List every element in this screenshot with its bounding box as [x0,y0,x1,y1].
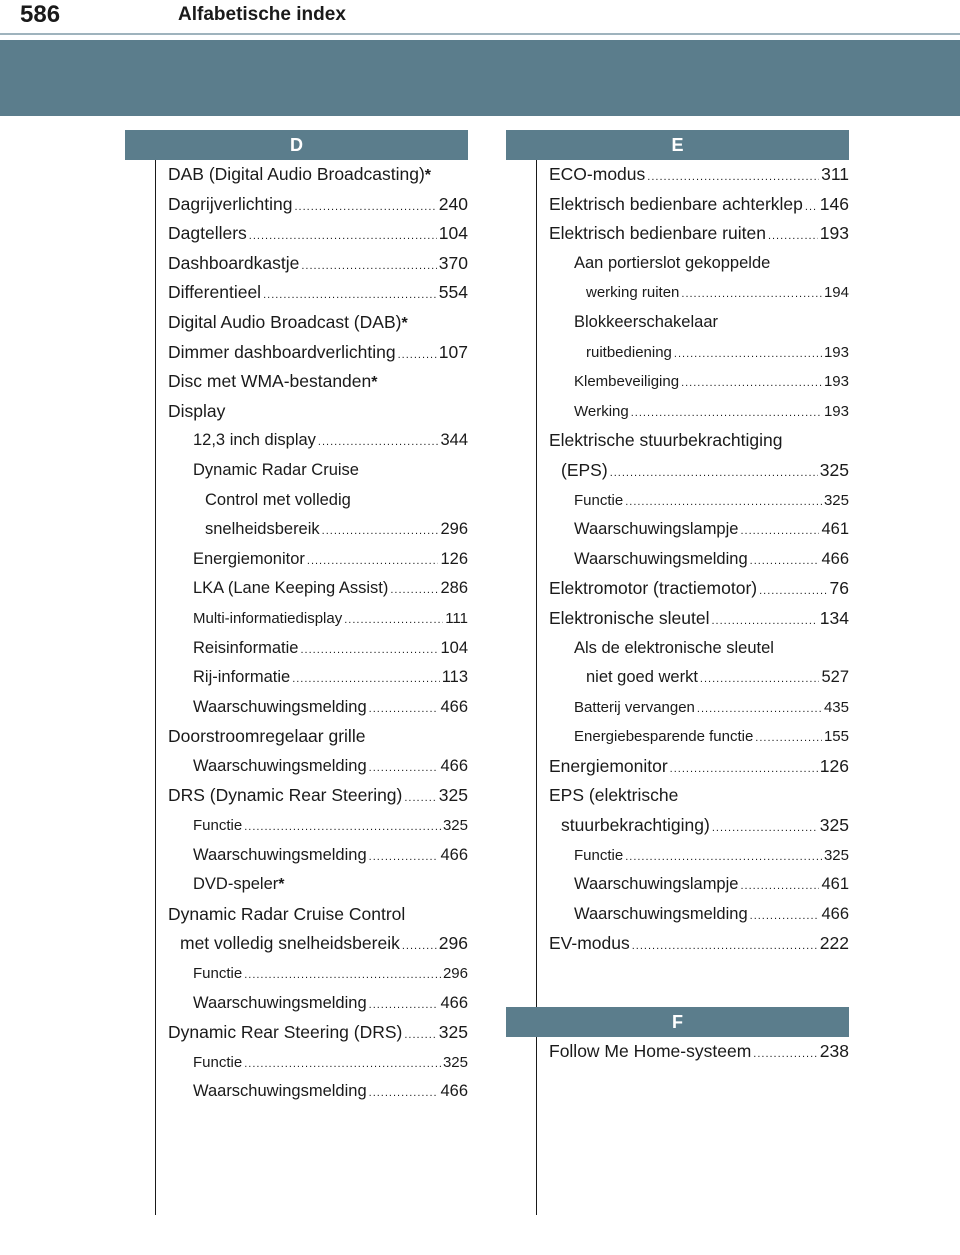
entry-term: Doorstroomregelaar grille [168,726,366,747]
entry-term: Dagrijverlichting [168,193,293,214]
dot-leader [755,724,822,754]
page-header [0,0,960,33]
dot-leader [681,369,822,399]
index-entry [549,781,849,811]
index-subentry [549,811,849,841]
dot-leader [740,517,819,547]
index-entry [168,722,468,752]
asterisk-note-icon: * [424,167,432,184]
entry-page-link[interactable]: 466 [821,904,849,923]
dot-leader [647,163,819,193]
entries-d [125,160,468,1107]
index-subentry [549,486,849,516]
dot-leader [610,459,818,489]
dot-leader [292,665,440,695]
dot-leader [369,991,439,1021]
index-subentry [168,545,468,575]
entry-page-link[interactable]: 146 [819,193,849,214]
index-subentry [168,663,468,693]
index-subentry [549,338,849,368]
index-entry [549,929,849,959]
entry-term: Elektrisch bedienbare ruiten [549,223,766,244]
entry-term: snelheidsbereik [205,520,320,539]
index-subentry [549,900,849,930]
entry-page-link[interactable]: 325 [819,459,849,480]
page-title: Alfabetische index [178,4,346,25]
dot-leader [344,606,443,636]
index-subentry [168,634,468,664]
entry-term: ECO-modus [549,164,646,184]
index-entry [168,367,468,397]
index-subentry [168,811,468,841]
index-subentry [168,574,468,604]
dot-leader [301,252,436,282]
entries-e [506,160,849,959]
index-entry [168,397,468,427]
entry-term: Display [168,400,226,421]
index-subentry [168,989,468,1019]
index-subentry [168,604,468,634]
entry-page-link[interactable]: 286 [440,579,468,598]
index-subentry [168,426,468,456]
index-entry [549,574,849,604]
index-subentry [549,278,849,308]
entry-page-link[interactable]: 104 [440,638,468,657]
entry-term: Dimmer dashboardverlichting [168,341,396,362]
dot-leader [244,1050,441,1080]
index-subentry [549,693,849,723]
entry-term: DRS (Dynamic Rear Steering) [168,785,403,806]
entry-page-link[interactable]: 155 [823,728,849,746]
entry-term: Elektrisch bedienbare achterklep [549,193,803,214]
entry-term: Dynamic Radar Cruise Control [168,903,406,924]
entry-term: met volledig snelheidsbereik [180,933,400,954]
index-entry [168,278,468,308]
index-entry [168,1018,468,1048]
entry-page-link[interactable]: 461 [821,520,849,539]
entry-page-link[interactable]: 193 [823,343,849,361]
index-column-d [125,130,468,1107]
entry-page-link[interactable]: 222 [819,933,849,954]
entry-page-link[interactable]: 193 [823,373,849,391]
page-number: 586 [20,1,61,28]
dot-leader [674,340,822,370]
entry-page-link[interactable]: 104 [438,223,468,244]
entry-page-link[interactable]: 466 [821,549,849,568]
dot-leader [369,843,439,873]
section-letter-f: F [506,1007,849,1037]
index-subentry [168,515,468,545]
asterisk-note-icon: * [401,314,408,332]
index-subentry [168,486,468,516]
index-subentry [549,870,849,900]
header-band [0,40,960,116]
entry-page-link[interactable]: 370 [438,252,468,273]
dot-leader [402,932,437,962]
entry-term: Dynamic Radar Cruise [193,460,359,479]
dot-leader [369,1079,439,1109]
index-subentry [168,870,468,900]
entry-page-link[interactable]: 296 [442,965,468,983]
index-entry [168,190,468,220]
entry-term: Waarschuwingslampje [574,520,739,539]
entry-term: Waarschuwingsmelding [193,845,367,864]
dot-leader [398,341,437,371]
dot-leader [632,932,818,962]
entry-page-link[interactable]: 238 [819,1041,849,1062]
index-subentry [549,515,849,545]
dot-leader [625,488,822,518]
entry-term: Elektronische sleutel [549,607,710,628]
index-entry [168,338,468,368]
entry-page-link[interactable]: 325 [442,817,468,835]
entry-term: Waarschuwingsmelding [193,1082,367,1101]
entry-page-link[interactable]: 134 [819,607,849,628]
index-subentry [549,367,849,397]
entry-term: EPS (elektrische [549,785,679,806]
section-gap [506,959,849,1007]
entry-page-link[interactable]: 435 [823,698,849,716]
index-subentry [549,634,849,664]
entry-page-link[interactable]: 194 [823,284,849,302]
dot-leader [681,280,822,310]
index-entry [168,249,468,279]
entry-term: Digital Audio Broadcast (DAB) [168,311,402,332]
entry-page-link[interactable]: 554 [438,282,468,303]
entry-page-link[interactable]: 107 [438,341,468,362]
entry-page-link[interactable]: 461 [821,875,849,894]
entry-page-link[interactable]: 126 [819,755,849,776]
index-subentry [168,752,468,782]
index-entry [549,604,849,634]
entry-term: Dynamic Rear Steering (DRS) [168,1022,403,1043]
dot-leader [390,576,438,606]
dot-leader [670,755,818,785]
entry-term: Functie [193,1053,243,1071]
header-divider [0,33,960,35]
entry-page-link[interactable]: 311 [821,164,849,184]
entry-page-link[interactable]: 527 [821,668,849,687]
entry-page-link[interactable]: 111 [445,609,468,627]
entry-page-link[interactable]: 113 [441,668,468,687]
entry-term: Waarschuwingslampje [574,875,739,894]
index-subentry [549,722,849,752]
entry-term: (EPS) [561,459,608,480]
entry-term: Als de elektronische sleutel [574,638,774,657]
dot-leader [307,547,439,577]
entry-term: DVD-speler [193,875,279,894]
entry-page-link[interactable]: 466 [440,993,468,1012]
entry-term: stuurbekrachtiging) [561,815,710,836]
entry-page-link[interactable]: 193 [823,402,849,420]
entry-term: Control met volledig [205,490,351,509]
index-entry [549,1037,849,1067]
dot-leader [300,636,438,666]
dot-leader [753,1040,818,1070]
index-entry [168,219,468,249]
entry-term: Batterij vervangen [574,698,695,716]
entry-page-link[interactable]: 466 [440,697,468,716]
entry-page-link[interactable]: 344 [440,431,468,450]
index-subentry [549,545,849,575]
index-subentry [549,249,849,279]
asterisk-note-icon: * [278,876,285,894]
index-subentry [168,1048,468,1078]
entry-term: Functie [193,817,243,835]
entry-page-link[interactable]: 466 [440,756,468,775]
index-entry [549,190,849,220]
dot-leader [700,665,820,695]
index-entry [168,308,468,338]
index-subentry [168,693,468,723]
entry-term: Energiemonitor [193,549,305,568]
dot-leader [249,222,437,252]
entry-term: Waarschuwingsmelding [574,549,748,568]
entry-term: DAB (Digital Audio Broadcasting) [168,164,425,184]
entry-term: Differentieel [168,282,262,303]
index-entry [168,160,468,190]
index-entry [549,219,849,249]
entry-term: Werking [574,402,629,420]
entry-page-link[interactable]: 466 [440,845,468,864]
asterisk-note-icon: * [371,374,378,392]
entry-term: Blokkeerschakelaar [574,312,718,331]
entries-f [506,1037,849,1067]
entry-page-link[interactable]: 325 [819,815,849,836]
entry-page-link[interactable]: 126 [440,549,468,568]
dot-leader [750,902,820,932]
entry-term: Functie [574,491,624,509]
dot-leader [805,193,818,223]
entry-page-link[interactable]: 325 [442,1053,468,1071]
dot-leader [712,607,818,637]
index-subentry [549,397,849,427]
dot-leader [712,814,818,844]
dot-leader [625,843,822,873]
entry-page-link[interactable]: 325 [823,846,849,864]
index-subentry [168,929,468,959]
index-entry [549,752,849,782]
entry-page-link[interactable]: 325 [438,1022,468,1043]
entry-term: Functie [193,965,243,983]
entry-term: Klembeveiliging [574,373,680,391]
entry-term: Disc met WMA-bestanden [168,371,372,392]
index-subentry [549,841,849,871]
dot-leader [369,754,439,784]
entry-page-link[interactable]: 240 [438,193,468,214]
entry-term: Aan portierslot gekoppelde [574,253,771,272]
index-column-e-f [506,130,849,1067]
entry-page-link[interactable]: 325 [438,785,468,806]
entry-term: Waarschuwingsmelding [193,756,367,775]
dot-leader [369,695,439,725]
dot-leader [404,1021,436,1051]
dot-leader [318,428,439,458]
entry-term: Rij-informatie [193,668,291,687]
entry-term: Waarschuwingsmelding [193,697,367,716]
dot-leader [631,399,822,429]
entry-term: Functie [574,846,624,864]
entry-page-link[interactable]: 296 [440,520,468,539]
section-letter-d: D [125,130,468,160]
entry-term: niet goed werkt [586,668,698,687]
index-subentry [549,663,849,693]
dot-leader [740,872,819,902]
dot-leader [750,547,820,577]
entry-term: Energiebesparende functie [574,728,754,746]
entry-page-link[interactable]: 193 [819,223,849,244]
index-subentry [168,1077,468,1107]
entry-page-link[interactable]: 325 [823,491,849,509]
index-subentry [549,456,849,486]
entry-term: Multi-informatiedisplay [193,609,343,627]
index-entry [549,426,849,456]
entry-term: Dagtellers [168,223,247,244]
entry-term: 12,3 inch display [193,431,316,450]
dot-leader [295,193,437,223]
entry-term: Waarschuwingsmelding [193,993,367,1012]
dot-leader [404,784,436,814]
entry-term: Reisinformatie [193,638,299,657]
dot-leader [697,695,822,725]
entry-page-link[interactable]: 466 [440,1082,468,1101]
dot-leader [759,577,827,607]
index-subentry [168,456,468,486]
entry-term: EV-modus [549,933,630,954]
entry-term: Waarschuwingsmelding [574,904,748,923]
entry-term: ruitbediening [586,343,672,361]
entry-term: Follow Me Home-systeem [549,1041,752,1062]
entry-term: Dashboardkastje [168,252,300,273]
dot-leader [322,517,439,547]
dot-leader [244,813,441,843]
index-entry [549,160,849,190]
entry-page-link[interactable]: 76 [829,578,849,599]
dot-leader [244,961,441,991]
index-subentry [168,959,468,989]
entry-term: werking ruiten [586,284,680,302]
entry-term: Elektrische stuurbekrachtiging [549,430,783,451]
index-subentry [168,841,468,871]
dot-leader [263,281,437,311]
entry-page-link[interactable]: 296 [438,933,468,954]
dot-leader [768,222,818,252]
entry-term: Elektromotor (tractiemotor) [549,578,758,599]
section-letter-e: E [506,130,849,160]
entry-term: LKA (Lane Keeping Assist) [193,579,389,598]
entry-term: Energiemonitor [549,755,668,776]
index-entry [168,781,468,811]
index-entry [168,900,468,930]
index-subentry [549,308,849,338]
